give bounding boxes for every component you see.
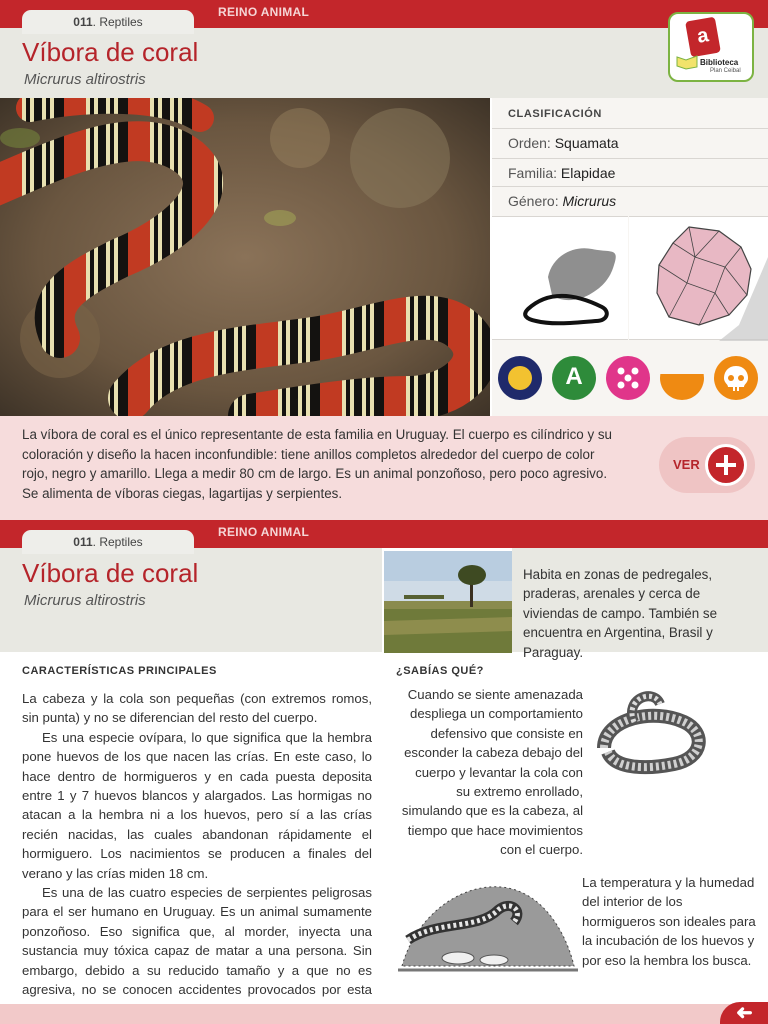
habitat-photo	[384, 551, 512, 653]
biblioteca-logo[interactable]	[668, 12, 754, 82]
tab-category: . Reptiles	[92, 15, 143, 29]
uruguay-map-icon	[629, 217, 768, 341]
features-paragraph-2: Es una especie ovípara, lo que significa que la hembra pone huevos de los que nacen las crías. En este caso, lo hace dentro de hormigueros y en cada puesta deposita entre 1 y 7 huevos blancos y alargados. Las hormigas no atacan a la hembra ni a los huevos, pero sí a las crías recién nacidas, las cuales abandonan rápidamente el hormiguero. Los nacimientos se producen a finales del verano y las crías miden 18 cm.	[22, 729, 372, 881]
band-title: REINO ANIMAL	[218, 5, 310, 19]
back-button[interactable]	[720, 1002, 768, 1024]
sabias-text-1: Cuando se siente amenazada despliega un comportamiento defensivo que consiste en esconder la cabeza debajo del cuerpo y levantar la cola con su extremo enrollado, simulando que es la cabeza, al tiempo que hace movimientos con el cuerpo.	[401, 687, 583, 858]
skull-icon[interactable]	[714, 356, 758, 400]
size-comparison-box	[492, 216, 628, 340]
features-heading: CARACTERÍSTICAS PRINCIPALES	[22, 665, 217, 677]
description-text: La víbora de coral es el único representante de esta familia en Uruguay. El cuerpo es cilíndrico y su coloración y diseño la hacen inconfundible: tiene anillos completos alrededor del cuerpo de color rojo, negro y amarillo. Llega a medir 80 cm de largo. Es un animal ponzoñoso, pero poco agresivo. Se alimenta de víboras ciegas, lagartijas y serpientes.	[22, 427, 613, 501]
category-tab	[22, 10, 194, 34]
features-text	[22, 689, 372, 1019]
ver-mas-button[interactable]	[659, 437, 755, 493]
footer-bar	[0, 1004, 768, 1024]
logo-mark-icon: a	[685, 17, 721, 58]
class-row-genero: Género: Micrurus	[492, 186, 768, 214]
page-title: Víbora de coral	[22, 37, 199, 67]
scientific-name: Micrurus altirostris	[24, 71, 146, 88]
features-paragraph-1: La cabeza y la cola son pequeñas (con extremos romos, sin punta) y no se diferencian del resto del cuerpo.	[22, 691, 372, 726]
back-arrow-icon: ➜	[736, 1002, 753, 1024]
plus-icon	[705, 444, 747, 486]
sabias-heading: ¿SABÍAS QUÉ?	[396, 665, 484, 677]
dots-icon[interactable]	[606, 356, 650, 400]
classification-heading: CLASIFICACIÓN	[508, 108, 602, 120]
book-icon	[676, 54, 698, 70]
tab-number: 011	[73, 15, 93, 29]
half-fill-icon[interactable]	[660, 356, 704, 400]
band-title-2: REINO ANIMAL	[218, 525, 310, 539]
anthill-illustration	[398, 870, 578, 974]
class-row-familia: Familia: Elapidae	[492, 158, 768, 186]
distribution-map-box	[629, 216, 768, 340]
category-tab-2	[22, 530, 194, 554]
sabias-text-2: La temperatura y la humedad del interior de los hormigueros son ideales para la incubación de los huevos y por eso la hembra los busca.	[582, 875, 756, 968]
class-row-orden: Orden: Squamata	[492, 128, 768, 156]
day-night-icon[interactable]	[498, 356, 542, 400]
hand-snake-size-icon	[492, 217, 628, 341]
features-paragraph-3: Es una de las cuatro especies de serpientes peligrosas para el ser humano en Uruguay. Es un animal sumamente ponzoñoso. Eso significa que, al morder, inyecta una sustancia muy tóxica capaz de matar a una persona. Sin embargo, debido a su reducido tamaño y a que no es agresiva, no se conocen accidentes provocados por esta	[22, 885, 372, 998]
defensive-snake-illustration	[594, 688, 714, 784]
page-title-2: Víbora de coral	[22, 558, 199, 588]
tab-category-2: . Reptiles	[92, 535, 143, 549]
logo-text: Biblioteca	[700, 58, 739, 67]
classification-panel	[492, 98, 768, 416]
logo-subtext: Plan Ceibal	[710, 68, 741, 74]
snake-photo	[0, 98, 490, 416]
tab-number-2: 011	[73, 535, 93, 549]
habitat-text: Habita en zonas de pedregales, praderas, arenales y cerca de viviendas de campo. También se encuentra en Argentina, Brasil y Paraguay.	[523, 567, 718, 660]
description-box	[0, 416, 768, 520]
scientific-name-2: Micrurus altirostris	[24, 592, 146, 609]
category-a-icon[interactable]: A	[552, 356, 596, 400]
ver-label: VER	[673, 457, 700, 472]
